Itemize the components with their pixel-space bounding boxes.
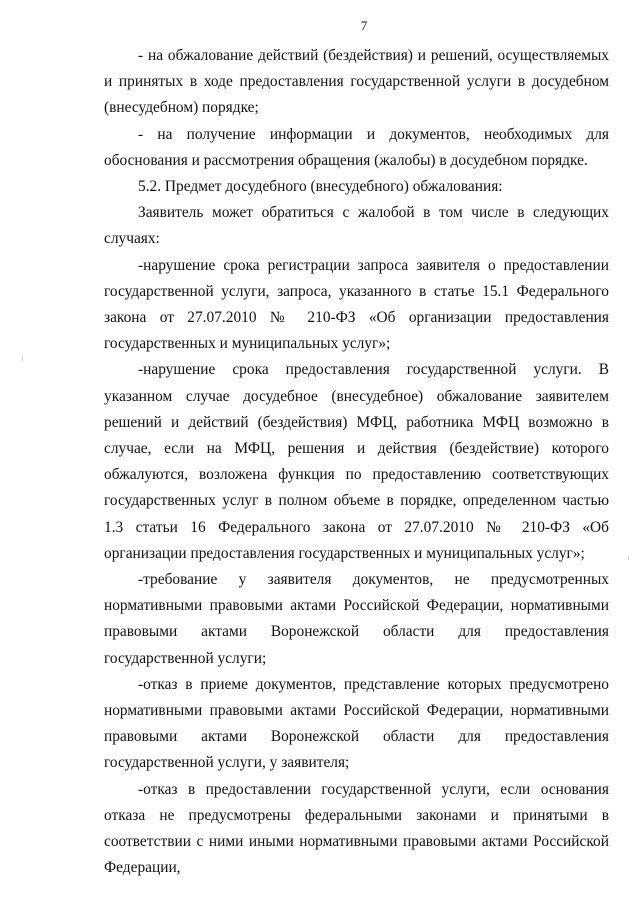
page-number: 7 bbox=[360, 18, 368, 33]
left-margin-mark bbox=[22, 355, 23, 361]
list-item-registration-deadline: -нарушение срока регистрации запроса заявителя о предоставлении государственной услуги, запроса, указанного в статье 15.1 Федерального закона от 27.07.2010 № 210-ФЗ «Об организации предоставления государственных и муниципальных услуг»; bbox=[104, 256, 609, 353]
paragraph-information-right: - на получение информации и документов, необходимых для обоснования и рассмотрения обращения (жалобы) в досудебном порядке. bbox=[104, 125, 609, 169]
right-margin-mark bbox=[628, 556, 629, 560]
section-heading-5-2: 5.2. Предмет досудебного (внесудебного) обжалования: bbox=[138, 178, 503, 196]
paragraph-complaint-cases: Заявитель может обратиться с жалобой в том числе в следующих случаях: bbox=[104, 204, 609, 248]
paragraph-appeal-right: - на обжалование действий (бездействия) и решений, осуществляемых и принятых в ходе предоставления государственной услуги в досудебном (внесудебном) порядке; bbox=[104, 47, 609, 117]
list-item-extra-documents: -требование у заявителя документов, не предусмотренных нормативными правовыми актами Российской Федерации, нормативными правовыми актами Воронежской области для предоставления государственной услуги; bbox=[104, 571, 609, 667]
document-body bbox=[104, 43, 609, 882]
list-item-service-refusal: -отказ в предоставлении государственной услуги, если основания отказа не предусмотрены федеральными законами и принятыми в соответствии с ними иными нормативными правовыми актами Российской Федерации, bbox=[104, 780, 609, 877]
list-item-service-deadline: -нарушение срока предоставления государственной услуги. В указанном случае досудебное (внесудебное) обжалование заявителем решений и действий (бездействия) МФЦ, работника МФЦ возможно в случае, если на МФЦ, решения и действия (бездействие) которого обжалуются, возложена функция по предоставлению соответствующих государственных услуг в полном объеме в порядке, определенном частью 1.3 статьи 16 Федерального закона от 27.07.2010 № 210-ФЗ «Об организации предоставления государственных и муниципальных услуг»; bbox=[104, 361, 609, 562]
list-item-document-refusal: -отказ в приеме документов, представление которых предусмотрено нормативными правовыми актами Российской Федерации, нормативными правовыми актами Воронежской области для предоставления государственной услуги, у заявителя; bbox=[104, 675, 609, 772]
